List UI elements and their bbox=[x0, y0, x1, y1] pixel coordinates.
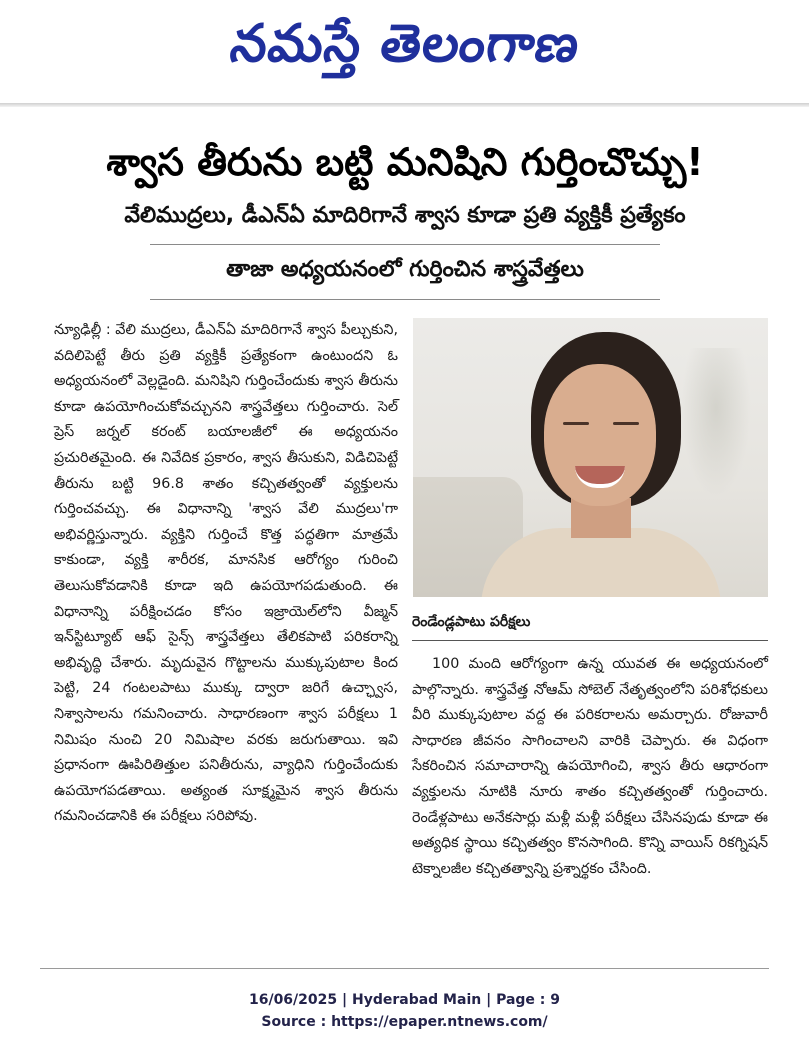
article-headline: శ్వాస తీరును బట్టి మనిషిని గుర్తించొచ్చు! bbox=[106, 140, 704, 184]
article-subheadline-1: వేలిముద్రలు, డీఎన్ఏ మాదిరిగానే శ్వాస కూడా ప్రతి వ్యక్తికీ ప్రత్యేకం bbox=[124, 203, 686, 228]
footer-source: Source : https://epaper.ntnews.com/ bbox=[261, 1014, 548, 1030]
subheadline-divider-2 bbox=[150, 299, 660, 300]
article-photo bbox=[413, 318, 768, 597]
masthead-divider bbox=[0, 103, 809, 107]
article-body-right-column bbox=[412, 652, 768, 882]
article-body-right: 100 మంది ఆరోగ్యంగా ఉన్న యువత ఈ అధ్యయనంలో పాల్గొన్నారు. శాస్త్రవేత్త నోఆమ్ సోబెల్ నేతృత్వంలోని పరిశోధకులు వీరి ముక్కుపుటాల వద్ద ఈ పరికరాలను అమర్చారు. రోజువారీ సాధారణ జీవనం సాగించాలని వారికి చెప్పారు. ఈ విధంగా సేకరించిన సమాచారాన్ని ఉపయోగించి, శ్వాస తీరు ఆధారంగా వ్యక్తులను నూటికి నూరు శాతం కచ్చితత్వంతో గుర్తించారు. రెండేళ్లపాటు అనేకసార్లు మళ్లీ మళ్లీ పరీక్షలు చేసినపుడు కూడా ఈ అత్యధిక స్థాయి కచ్చితత్వం కొనసాగింది. కొన్ని వాయిస్ రికగ్నిషన్ టెక్నాలజీల కచ్చితత్వాన్ని ప్రశ్నార్థకం చేసింది. bbox=[412, 656, 768, 877]
article-body-left: న్యూఢిల్లీ : వేలి ముద్రలు, డీఎన్ఏ మాదిరిగానే శ్వాస పీల్చుకుని, వదిలిపెట్టే తీరు ప్రతి వ్యక్తికీ ప్రత్యేకంగా ఉంటుందని ఓ అధ్యయనంలో వెల్లడైంది. మనిషిని గుర్తించేందుకు శ్వాస తీరును కూడా ఉపయోగించుకోవచ్చునని శాస్త్రవేత్తలు గుర్తించారు. సెల్ ప్రెస్ జర్నల్ కరంట్ బయాలజీలో ఈ అధ్యయనం ప్రచురితమైంది. ఈ నివేదిక ప్రకారం, శ్వాస తీసుకుని, విడిచిపెట్టే తీరును బట్టి 96.8 శాతం కచ్చితత్వంతో వ్యక్తులను గుర్తించవచ్చు. ఈ విధానాన్ని 'శ్వాస వేలి ముద్రలు'గా అభివర్ణిస్తున్నారు. వ్యక్తిని గుర్తించే కొత్త పద్ధతిగా మాత్రమే కాకుండా, వ్యక్తి శారీరక, మానసిక ఆరోగ్యం గురించి తెలుసుకోవడానికి కూడా ఇది ఉపయోగపడుతుంది. ఈ విధానాన్ని పరీక్షించడం కోసం ఇజ్రాయెల్‌లోని వీజ్మన్ ఇన్‌స్టిట్యూట్ ఆఫ్ సైన్స్ శాస్త్రవేత్తలు తేలికపాటి పరికరాన్ని అభివృద్ధి చేశారు. మృదువైన గొట్టాలను ముక్కుపుటాల కింద పెట్టి, 24 గంటలపాటు ముక్కు ద్వారా జరిగే ఉచ్ఛ్వాస, నిశ్వాసాలను గమనించారు. సాధారణంగా శ్వాస పరీక్షలు 1 నిమిషం నుంచి 20 నిమిషాల వరకు జరుగుతాయి. ఇవి ప్రధానంగా ఊపిరితిత్తుల పనితీరును, వ్యాధిని గుర్తించేందుకు ఉపయోగపడతాయి. అత్యంత సూక్ష్మమైన శ్వాస తీరును గమనించడానికి ఈ పరీక్షలు సరిపోవు. bbox=[54, 322, 398, 825]
article-body-left-column bbox=[54, 318, 398, 830]
photo-caption: రెండేండ్లపాటు పరీక్షలు bbox=[412, 614, 531, 630]
subheadline-divider bbox=[150, 244, 660, 245]
masthead-title: నమస్తే తెలంగాణ bbox=[226, 13, 584, 74]
footer-date-edition: 16/06/2025 | Hyderabad Main | Page : 9 bbox=[248, 992, 561, 1008]
masthead bbox=[0, 0, 809, 100]
caption-divider bbox=[412, 640, 768, 641]
page-footer bbox=[0, 989, 809, 1033]
article-subheadline-2: తాజా అధ్యయనంలో గుర్తించిన శాస్త్రవేత్తలు bbox=[226, 257, 584, 282]
footer-divider bbox=[40, 968, 769, 969]
